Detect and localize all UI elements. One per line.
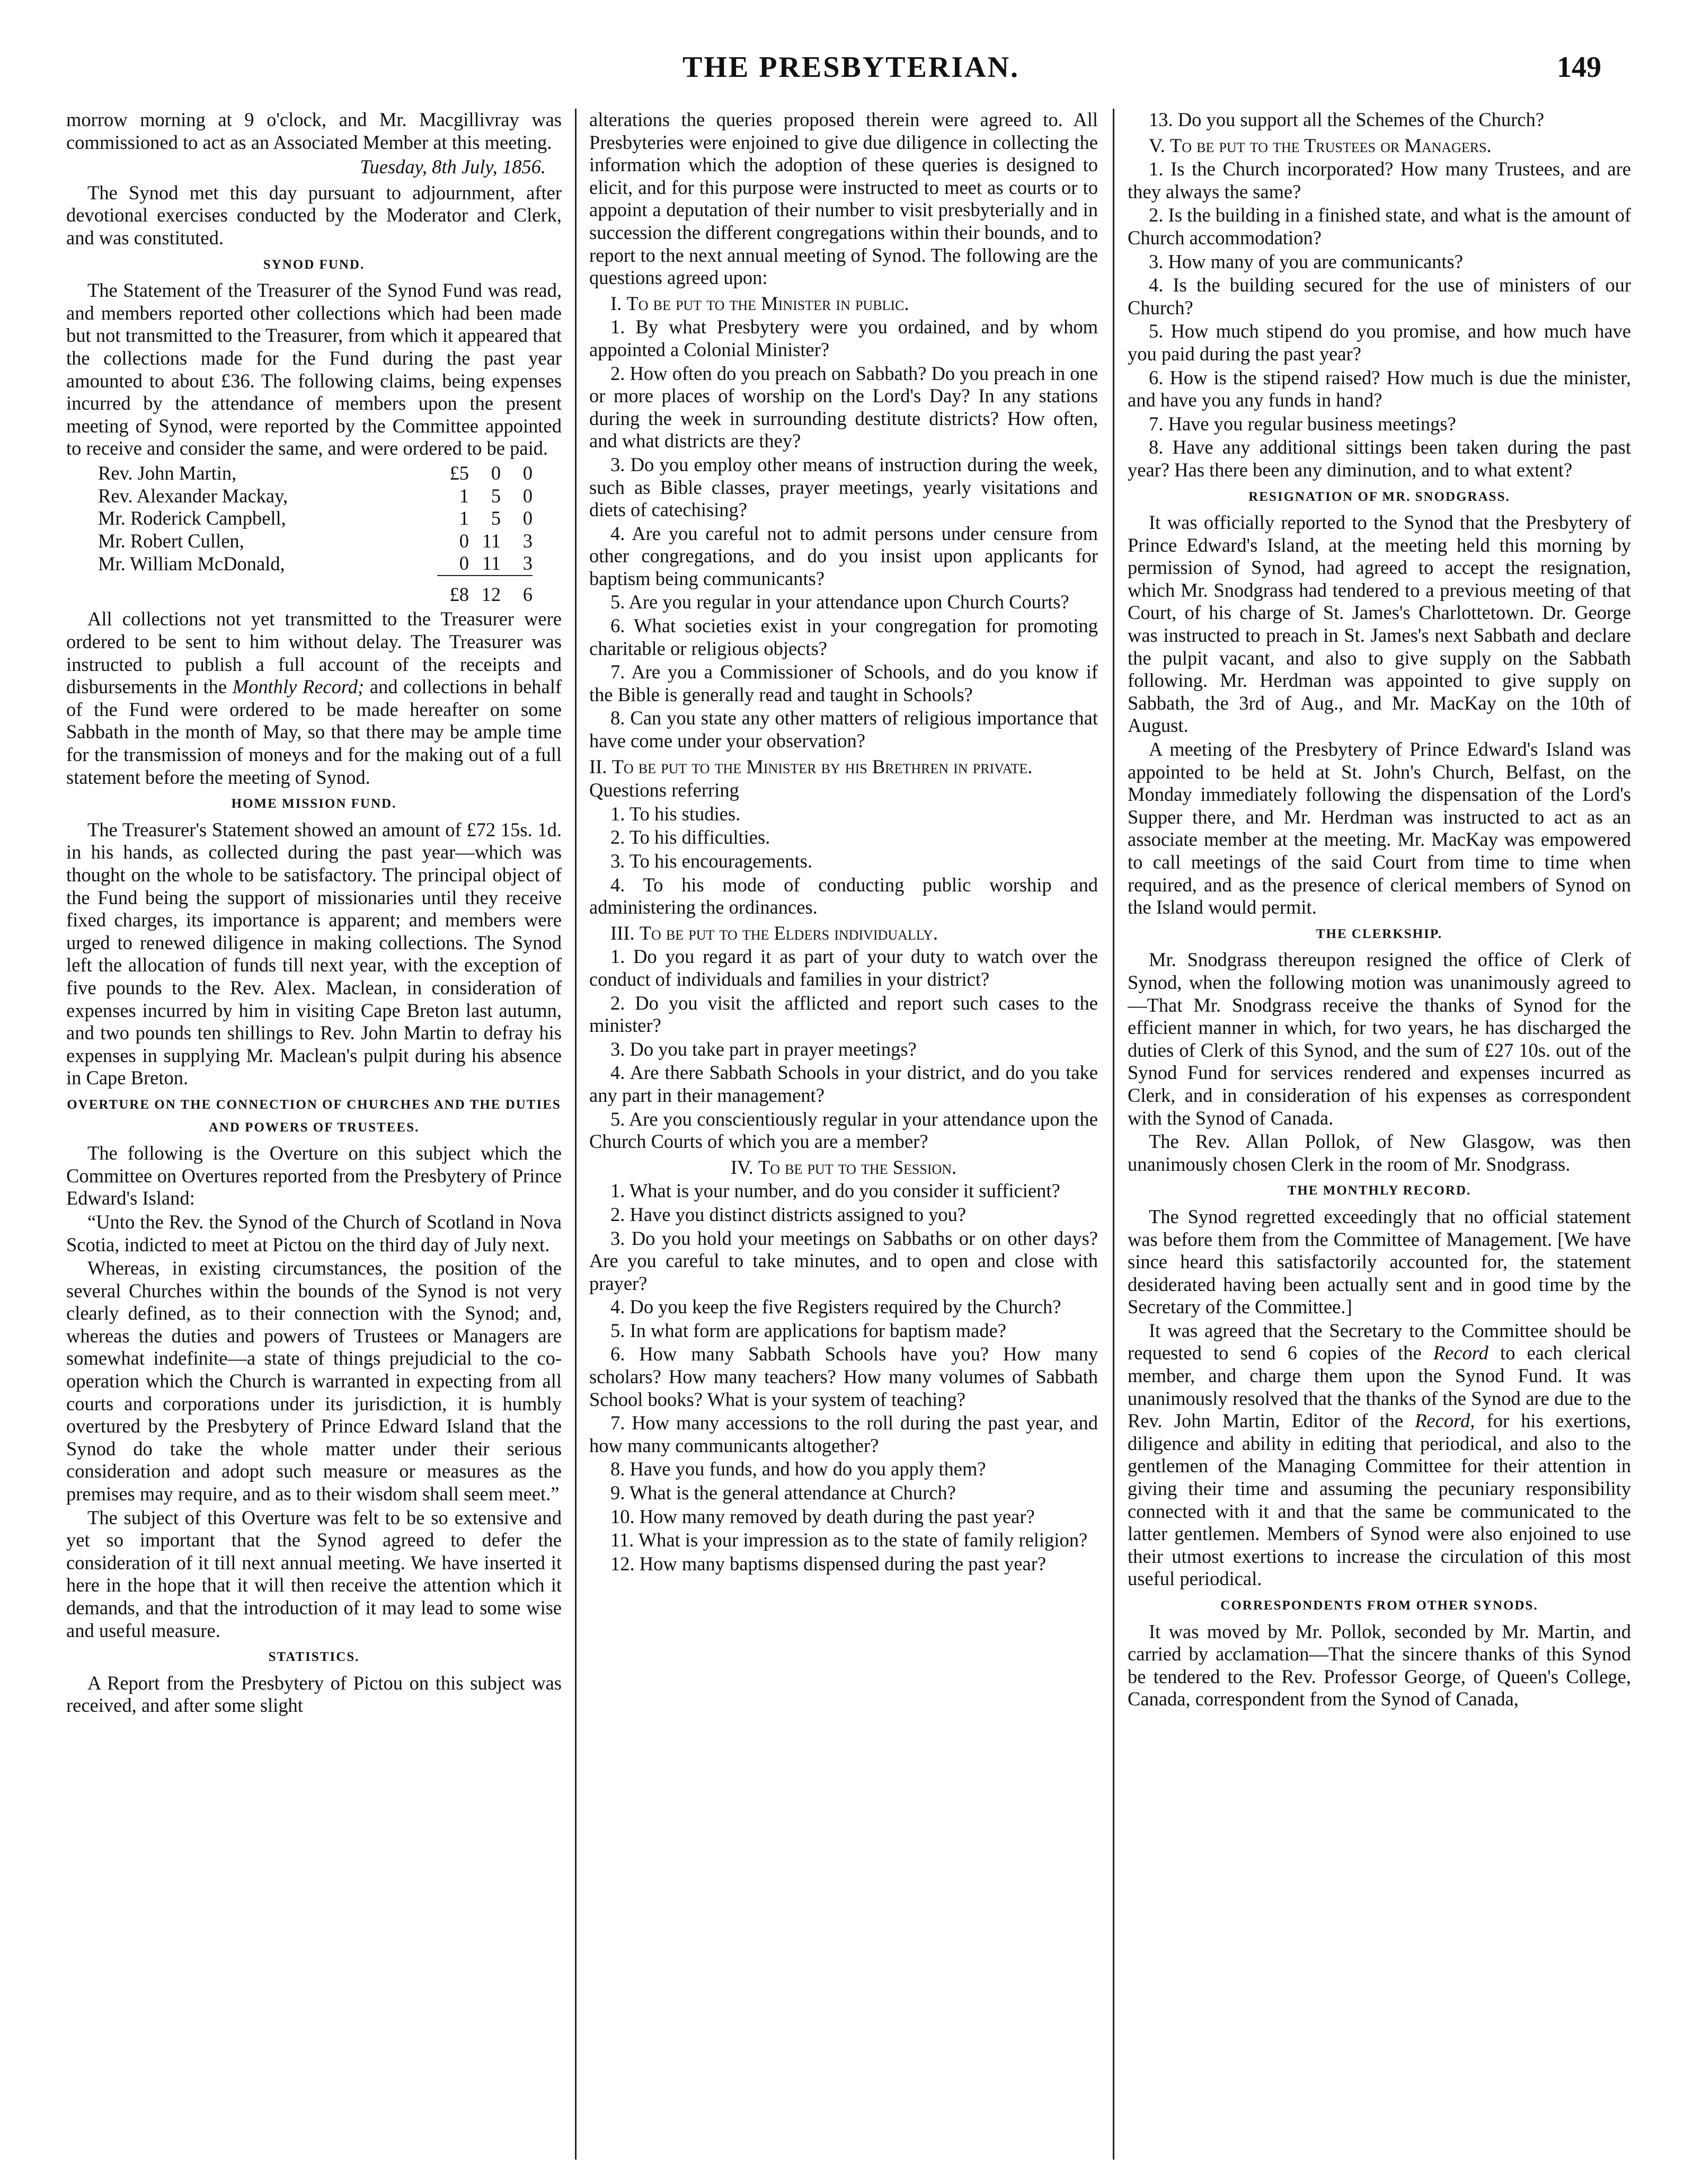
section-heading: CORRESPONDENTS FROM OTHER SYNODS. [1220, 1598, 1538, 1613]
journal-title: THE PRESBYTERIAN. [682, 51, 1020, 84]
question-list [589, 945, 1098, 1153]
question: 8. Can you state any other matters of religious importance that have come under your observation? [589, 707, 1098, 752]
paragraph [66, 608, 562, 789]
amount-shillings: 11 [482, 529, 501, 552]
paragraph: Whereas, in existing circumstances, the position of the several Churches within the bounds of the Synod is not very clearly defined, as to their connection with the Synod; and, whereas the duties and powers of Trustees or Managers are somewhat indefinite—a state of things prejudicial to the co-operation which the Church is warranted in expecting from all courts and corporations under its jurisdiction, it is humbly overtured by the Presbytery of Prince Edward Island that the Synod do take the whole matter under their serious consideration and adopt such measure or measures as the premises may require, and as to their wisdom shall seem meet.” [66, 1257, 562, 1505]
section-number: I. [610, 292, 622, 314]
fund-row [98, 485, 533, 508]
question: 2. Is the building in a finished state, and what is the amount of Church accommodation? [1128, 204, 1631, 249]
column-middle [589, 109, 1098, 2160]
question: 2. To his difficulties. [610, 826, 770, 848]
paragraph: The Treasurer's Statement showed an amount of £72 15s. 1d. in his hands, as collected during the past year—which was thought on the whole to be satisfactory. The principal object of the Fund being the support of missionaries until they receive fixed charges, its importance is apparent; and members were urged to renewed diligence in making collections. The Synod left the allocation of funds till next year, with the exception of five pounds to the Rev. Alex. Maclean, in consideration of expenses incurred by him in visiting Cape Breton last autumn, and two pounds ten shillings to Rev. John Martin to defray his expenses in supplying Mr. Maclean's pulpit during his absence in Cape Breton. [66, 818, 562, 1089]
question: 3. Do you employ other means of instruction during the week, such as Bible classes, prayer meetings, yearly visitations and diets of catechising? [589, 453, 1098, 521]
column-rule [575, 109, 577, 2160]
section-heading: THE CLERKSHIP. [1316, 926, 1443, 941]
question-section-heading [589, 293, 1098, 315]
amount-pence: 0 [522, 507, 533, 529]
section-title: To be put to the Minister in public. [626, 292, 909, 314]
question-list [589, 1180, 1098, 1575]
amount-pence: 0 [522, 484, 533, 507]
question: 6. How is the stipend raised? How much is due the minister, and have you any funds in hand? [1128, 366, 1631, 411]
paragraph: The Rev. Allan Pollok, of New Glasgow, was then unanimously chosen Clerk in the room of Mr. Snodgrass. [1128, 1130, 1631, 1175]
section-heading: RESIGNATION OF MR. SNODGRASS. [1248, 489, 1510, 504]
question: 13. Do you support all the Schemes of the Church? [1149, 109, 1545, 130]
paragraph: The Synod met this day pursuant to adjournment, after devotional exercises conducted by the Moderator and Clerk, and was constituted. [66, 181, 562, 249]
section-heading: HOME MISSION FUND. [231, 797, 397, 811]
question-section-heading [1128, 135, 1631, 157]
question: 5. Are you conscientiously regular in your attendance upon the Church Courts of which you are a member? [589, 1108, 1098, 1153]
question: 6. What societies exist in your congregation for promoting charitable or religious objects? [589, 615, 1098, 659]
payee-name: Mr. William McDonald, [98, 552, 285, 574]
paragraph: The Synod regretted exceedingly that no official statement was before them from the Committee of Management. [We have since heard this satisfactorily accounted for, the statement desiderated having been actually sent and in good time by the Secretary of the Committee.] [1128, 1205, 1631, 1318]
question: 4. To his mode of conducting public worship and administering the ordinances. [589, 873, 1098, 918]
text-run: It was agreed that the Secretary to the Committee should be requested to send 6 copies of the [1128, 1319, 1631, 1364]
periodical-title: Monthly Record; [232, 676, 365, 698]
question: 3. Do you hold your meetings on Sabbaths or on other days? Are you careful to take minutes, and to open and close with prayer? [589, 1227, 1098, 1294]
amount-pounds: 1 [459, 484, 469, 507]
fund-row [98, 530, 533, 553]
fund-row [98, 507, 533, 530]
payee-name: Mr. Robert Cullen, [98, 529, 244, 552]
text-run: to each clerical member, and charge them upon the Synod Fund. It was unanimously resolved that the thanks of the Synod are due to the Rev. John Martin, Editor of the [1128, 1342, 1631, 1432]
question: 8. Have you funds, and how do you apply them? [610, 1458, 986, 1480]
paragraph: It was moved by Mr. Pollok, seconded by Mr. Martin, and carried by acclamation—That the sincere thanks of this Synod be tendered to the Rev. Professor George, of Queen's College, Canada, correspondent from the Synod of Canada, [1128, 1620, 1631, 1710]
question: 4. Are you careful not to admit persons under censure from other congregations, and do you insist upon applicants for baptism being communicants? [589, 522, 1098, 589]
column-rule [1113, 109, 1114, 2160]
question: 12. How many baptisms dispensed during the past year? [610, 1552, 1047, 1575]
amount-shillings: 5 [491, 507, 501, 529]
question: 3. How many of you are communicants? [1149, 250, 1463, 272]
total-shillings: 12 [469, 576, 501, 606]
question: 2. Do you visit the afflicted and report such cases to the minister? [589, 992, 1098, 1037]
question-section-heading [589, 756, 1098, 779]
fund-total-row [98, 576, 533, 606]
payee-name: Mr. Roderick Campbell, [98, 507, 286, 529]
paragraph: It was officially reported to the Synod that the Presbytery of Prince Edward's Island, at the meeting held this morning by permission of Synod, had agreed to accept the resignation, which Mr. Snodgrass had tendered to a previous meeting of that Court, of his charge of St. James's Charlottetown. Dr. George was instructed to preach in St. James's next Sabbath and declare the pulpit vacant, and also to give supply on the Sabbath following. Mr. Herdman was appointed to give supply on Sabbath, the 3rd of Aug., and Mr. MacKay on the 10th of August. [1128, 511, 1631, 737]
paragraph: The subject of this Overture was felt to be so extensive and yet so important that the Synod agreed to defer the consideration of it till next annual meeting. We have inserted it here in the hope that it will then receive the attention which it demands, and that the introduction of it may lead to some wise and useful measure. [66, 1506, 562, 1641]
paragraph: The Statement of the Treasurer of the Synod Fund was read, and members reported other collections which had been made but not transmitted to the Treasurer, from which it appeared that the collections made for the Fund during the past year amounted to about £36. The following claims, being expenses incurred by the attendance of members upon the present meeting of Synod, were reported by the Committee appointed to receive and consider the same, and were ordered to be paid. [66, 279, 562, 459]
question: 1. By what Presbytery were you ordained, and by whom appointed a Colonial Minister? [589, 316, 1098, 360]
page-number: 149 [1557, 51, 1601, 84]
amount-shillings: 0 [491, 462, 501, 484]
question: 4. Is the building secured for the use of ministers of our Church? [1128, 274, 1631, 319]
question: 7. Have you regular business meetings? [1149, 412, 1456, 435]
question: 6. How many Sabbath Schools have you? How many scholars? How many teachers? How many volumes of Sabbath School books? What is your system of teaching? [589, 1343, 1098, 1410]
question: 5. In what form are applications for baptism made? [610, 1319, 1006, 1341]
text-run: for his exertions, diligence and ability in editing that periodical, and also to the gentlemen of the Managing Committee for their attention in giving their time and assuming the pecuniary responsibility connected with it and that the same be communicated to the latter gentlemen. Members of Synod were also enjoined to use their utmost exertions to increase the circulation of this most useful periodical. [1128, 1410, 1631, 1590]
paragraph: morrow morning at 9 o'clock, and Mr. Macgillivray was commissioned to act as an Associated Member at this meeting. [66, 109, 562, 153]
page-header [0, 50, 1702, 114]
question: 8. Have any additional sittings been taken during the past year? Has there been any diminution, and to what extent? [1128, 436, 1631, 481]
text-run: All collections not yet transmitted to the Treasurer were ordered to be sent to him without delay. The Treasurer was instructed to publish a full account of the receipts and disbursements in the [66, 608, 562, 698]
amount-pence: 3 [522, 529, 533, 552]
question-list [589, 316, 1098, 752]
paragraph: Mr. Snodgrass thereupon resigned the office of Clerk of Synod, when the following motion was unanimously agreed to—That Mr. Snodgrass receive the thanks of Synod for the efficient manner in which, for two years, he has discharged the duties of Clerk of this Synod, and the sum of £27 10s. out of the Synod Fund for services rendered and expenses incurred as Clerk, and in consideration of his expenses as correspondent with the Synod of Canada. [1128, 949, 1631, 1129]
section-number: V. [1149, 134, 1165, 156]
column-left [66, 109, 562, 2160]
question: 1. To his studies. [610, 802, 741, 825]
question: 2. Have you distinct districts assigned to you? [610, 1203, 967, 1225]
amount-pence: 0 [522, 462, 533, 484]
section-number: II. [589, 755, 607, 777]
paragraph: Questions referring [589, 779, 739, 801]
fund-row [98, 462, 533, 485]
question: 4. Are there Sabbath Schools in your district, and do you take any part in their management? [589, 1062, 1098, 1106]
section-title: To be put to the Minister by his Brethren in private. [611, 755, 1033, 777]
amount-pounds: 0 [459, 552, 469, 574]
paragraph [1128, 1320, 1631, 1590]
question-section-heading [589, 1156, 1098, 1179]
question-list [589, 803, 1098, 919]
periodical-title: Record, [1415, 1410, 1475, 1432]
question-list [1128, 158, 1631, 481]
column-right [1128, 109, 1631, 2160]
amount-pounds: £5 [449, 462, 469, 484]
question: 11. What is your impression as to the state of family religion? [610, 1529, 1088, 1551]
section-heading: OVERTURE ON THE CONNECTION OF CHURCHES AND THE DUTIES AND POWERS OF TRUSTEES. [67, 1097, 561, 1135]
question-section-heading [589, 922, 1098, 945]
spacer [98, 576, 437, 606]
fund-row [98, 552, 533, 576]
amount-shillings: 11 [482, 552, 501, 574]
amount-shillings: 5 [491, 484, 501, 507]
dateline: Tuesday, 8th July, 1856. [360, 156, 546, 178]
section-heading: THE MONTHLY RECORD. [1287, 1183, 1471, 1198]
section-heading: STATISTICS. [268, 1650, 360, 1665]
section-title: To be put to the Elders individually. [639, 922, 938, 944]
paragraph: alterations the queries proposed therein were agreed to. All Presbyteries were enjoined to give due diligence in collecting the information which the adoption of these queries is designed to elicit, and for this purpose were instructed to meet as courts or to appoint a deputation of their number to visit presbyterially and in succession the different congregations within their bounds, and to report to the next annual meeting of Synod. The following are the questions agreed upon: [589, 109, 1098, 289]
total-pounds: £8 [437, 576, 469, 606]
paragraph: A Report from the Presbytery of Pictou on this subject was received, and after some slight [66, 1672, 562, 1717]
section-heading: SYNOD FUND. [263, 257, 365, 272]
section-title: To be put to the Session. [758, 1156, 957, 1178]
amount-pounds: 1 [459, 507, 469, 529]
question: 1. What is your number, and do you consider it sufficient? [610, 1180, 1060, 1202]
paragraph: “Unto the Rev. the Synod of the Church of Scotland in Nova Scotia, indicted to meet at Pictou on the third day of July next. [66, 1210, 562, 1255]
payee-name: Rev. John Martin, [98, 462, 237, 484]
total-pence: 6 [501, 576, 533, 606]
question: 1. Do you regard it as part of your duty to watch over the conduct of individuals and families in your district? [589, 945, 1098, 990]
section-number: IV. [730, 1156, 754, 1178]
question: 2. How often do you preach on Sabbath? Do you preach in one or more places of worship on the Lord's Day? In any stations during the week in surrounding destitute districts? How often, and what districts are they? [589, 362, 1098, 452]
synod-fund-table [98, 462, 533, 606]
question: 5. How much stipend do you promise, and how much have you paid during the past year? [1128, 320, 1631, 365]
paragraph: A meeting of the Presbytery of Prince Edward's Island was appointed to be held at St. John's Church, Belfast, on the Monday immediately following the dispensation of the Lord's Supper there, and Mr. Herdman was instructed to act as an associate member at the meeting. Mr. MacKay was empowered to call meetings of the said Court from time to time when required, and as the presence of clerical members of Synod on the Island would permit. [1128, 738, 1631, 918]
question: 10. How many removed by death during the past year? [610, 1505, 1035, 1527]
question: 3. Do you take part in prayer meetings? [610, 1038, 917, 1060]
periodical-title: Record [1433, 1342, 1488, 1364]
question: 5. Are you regular in your attendance upon Church Courts? [610, 591, 1069, 613]
question: 7. How many accessions to the roll during the past year, and how many communicants altogether? [589, 1412, 1098, 1456]
paragraph: The following is the Overture on this subject which the Committee on Overtures reported from the Presbytery of Prince Edward's Island: [66, 1142, 562, 1209]
amount-pounds: 0 [459, 529, 469, 552]
question: 3. To his encouragements. [610, 850, 812, 872]
question: 7. Are you a Commissioner of Schools, and do you know if the Bible is generally read and taught in Schools? [589, 661, 1098, 705]
payee-name: Rev. Alexander Mackay, [98, 484, 288, 507]
amount-pence: 3 [522, 552, 533, 574]
text-run: and collections in behalf of the Fund were ordered to be made hereafter on some Sabbath in the month of May, so that there may be ample time for the transmission of moneys and for the making out of a full statement before the meeting of Synod. [66, 676, 562, 788]
section-number: III. [610, 922, 635, 944]
question: 4. Do you keep the five Registers required by the Church? [610, 1296, 1061, 1318]
section-title: To be put to the Trustees or Managers. [1169, 134, 1492, 156]
question: 1. Is the Church incorporated? How many Trustees, and are they always the same? [1128, 158, 1631, 202]
question: 9. What is the general attendance at Church? [610, 1482, 956, 1504]
